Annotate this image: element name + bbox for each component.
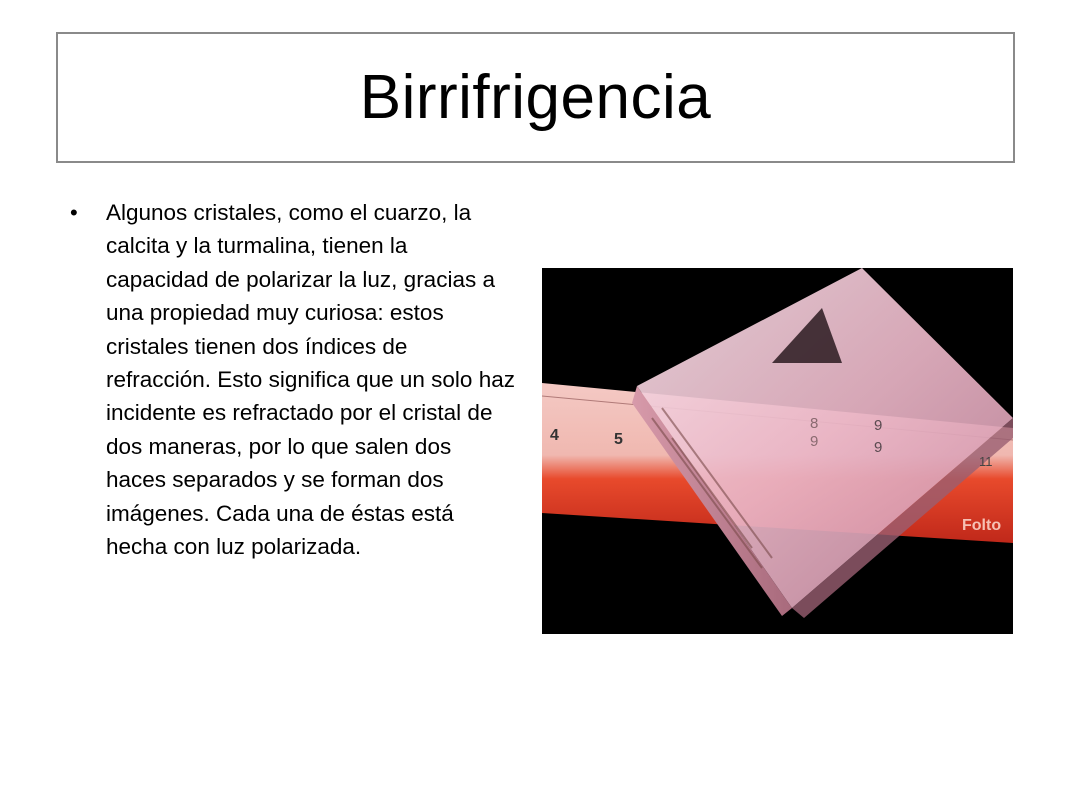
ruler-number: 5 [614, 431, 623, 448]
ruler-number: 11 [979, 454, 993, 469]
bullet-marker: • [70, 200, 78, 225]
ruler-number: 4 [550, 427, 559, 444]
bullet-text: Algunos cristales, como el cuarzo, la calcita y la turmalina, tienen la capacidad de polarizar la luz, gracias a una propiedad muy curiosa: estos cristales tienen dos índices de refracción. Esto significa que un solo haz incidente es refractado por el cristal de dos maneras, por lo que salen dos haces separados y se forman dos imágenes. Cada una de éstas está hecha con luz polarizada. [106, 200, 515, 560]
ruler-number: 9 [810, 433, 819, 450]
ruler-number: 8 [810, 415, 819, 432]
ruler-number: 9 [874, 439, 883, 456]
bullet-item [70, 196, 515, 563]
ruler-number: 9 [874, 417, 883, 434]
slide-title: Birrifrigencia [359, 63, 712, 132]
crystal-illustration [542, 268, 1013, 634]
calcite-crystal-photo [542, 268, 1013, 634]
ruler-brand: Folto [962, 517, 1002, 534]
title-box [56, 32, 1015, 163]
